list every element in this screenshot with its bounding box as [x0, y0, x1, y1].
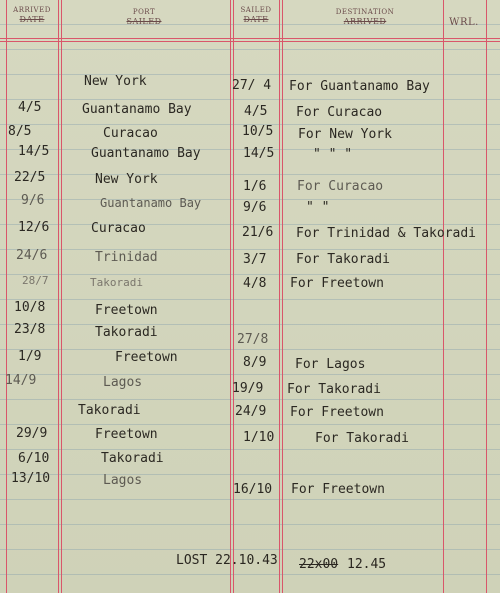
lost-note: LOST 22.10.43 — [176, 553, 278, 568]
arrived-date-cell: 9/6 — [21, 193, 45, 208]
destination-cell: For Freetown — [290, 276, 384, 291]
destination-cell: For Freetown — [290, 405, 384, 420]
port-cell: Guantanamo Bay — [100, 196, 202, 210]
port-cell: Curacao — [91, 221, 146, 236]
port-cell: Takoradi — [101, 451, 164, 466]
arrived-date-cell: 23/8 — [14, 322, 46, 337]
arrived-date-cell: 22/5 — [14, 170, 46, 185]
port-cell: Takoradi — [90, 276, 143, 289]
header-port-sailed: PORT SAILED — [126, 8, 162, 26]
port-cell: Freetown — [115, 350, 178, 365]
port-cell: Curacao — [103, 126, 158, 141]
arrived-date-cell: 6/10 — [18, 451, 50, 466]
arrived-date-cell: 4/5 — [18, 100, 42, 115]
destination-column-divider — [443, 0, 444, 593]
port-cell: Takoradi — [78, 403, 141, 418]
destination-cell: For Takoradi — [315, 431, 409, 446]
sailed-date-cell: 24/9 — [235, 404, 267, 419]
sailed-date-cell: 27/ 4 — [232, 78, 272, 93]
destination-cell: " " — [306, 200, 330, 215]
sailed-date-cell: 4/5 — [244, 104, 268, 119]
arrived-date-cell: 29/9 — [16, 426, 48, 441]
port-cell: New York — [84, 74, 147, 89]
sailed-date-cell: 1/6 — [243, 179, 267, 194]
arrived-date-cell: 1/9 — [18, 349, 42, 364]
sailed-date-cell: 10/5 — [242, 124, 274, 139]
sailed-date-cell: 19/9 — [232, 381, 264, 396]
header-destination-arrived: DESTINATION ARRIVED — [335, 8, 395, 26]
header-wrl: WRL. — [449, 17, 479, 28]
arrived-date-cell: 14/5 — [18, 144, 50, 159]
header-arrived-date: ARRIVED DATE — [13, 6, 51, 24]
arrived-date-cell: 28/7 — [22, 274, 49, 287]
arrived-date-cell: 12/6 — [18, 220, 50, 235]
port-cell: Freetown — [95, 303, 158, 318]
arrived-date-cell: 14/9 — [5, 373, 37, 388]
struck-entry: 22x00 — [299, 557, 339, 572]
port-cell: Freetown — [95, 427, 158, 442]
destination-cell: For Freetown — [291, 482, 385, 497]
port-column-divider — [230, 0, 231, 593]
destination-cell: For Trinidad & Takoradi — [296, 226, 477, 241]
left-margin-line — [6, 0, 7, 593]
sailed-date-cell: 9/6 — [243, 200, 267, 215]
destination-cell: For Lagos — [295, 357, 366, 372]
sailed-date-cell: 21/6 — [242, 225, 274, 240]
port-cell: Lagos — [103, 375, 143, 390]
destination-cell: " " " — [313, 147, 353, 162]
destination-cell: For Curacao — [297, 179, 384, 194]
header-rule — [0, 38, 500, 39]
destination-cell: For Guantanamo Bay — [289, 79, 430, 94]
destination-cell: For Takoradi — [296, 252, 390, 267]
destination-cell: For Takoradi — [287, 382, 381, 397]
port-cell: New York — [95, 172, 158, 187]
arrived-date-cell: 8/5 — [8, 124, 32, 139]
sailed-date-cell: 27/8 — [237, 332, 269, 347]
header-rule-double — [0, 41, 500, 42]
sailed-column-divider — [279, 0, 280, 593]
arrived-date-cell: 10/8 — [14, 300, 46, 315]
sailed-date-cell: 8/9 — [243, 355, 267, 370]
arrived-date-cell: 13/10 — [11, 471, 51, 486]
port-cell: Guantanamo Bay — [91, 146, 201, 161]
right-margin-line — [486, 0, 487, 593]
lost-time: 12.45 — [347, 557, 387, 572]
sailed-date-cell: 4/8 — [243, 276, 267, 291]
port-cell: Lagos — [103, 473, 143, 488]
destination-cell: For Curacao — [296, 105, 383, 120]
arrived-date-cell: 24/6 — [16, 248, 48, 263]
sailed-date-cell: 16/10 — [233, 482, 273, 497]
arrived-column-divider — [58, 0, 59, 593]
sailed-date-cell: 1/10 — [243, 430, 275, 445]
sailed-date-cell: 3/7 — [243, 252, 267, 267]
port-cell: Guantanamo Bay — [82, 102, 192, 117]
port-cell: Trinidad — [95, 250, 158, 265]
port-cell: Takoradi — [95, 325, 158, 340]
header-sailed-date: SAILED DATE — [240, 6, 272, 24]
destination-cell: For New York — [298, 127, 392, 142]
sailed-date-cell: 14/5 — [243, 146, 275, 161]
